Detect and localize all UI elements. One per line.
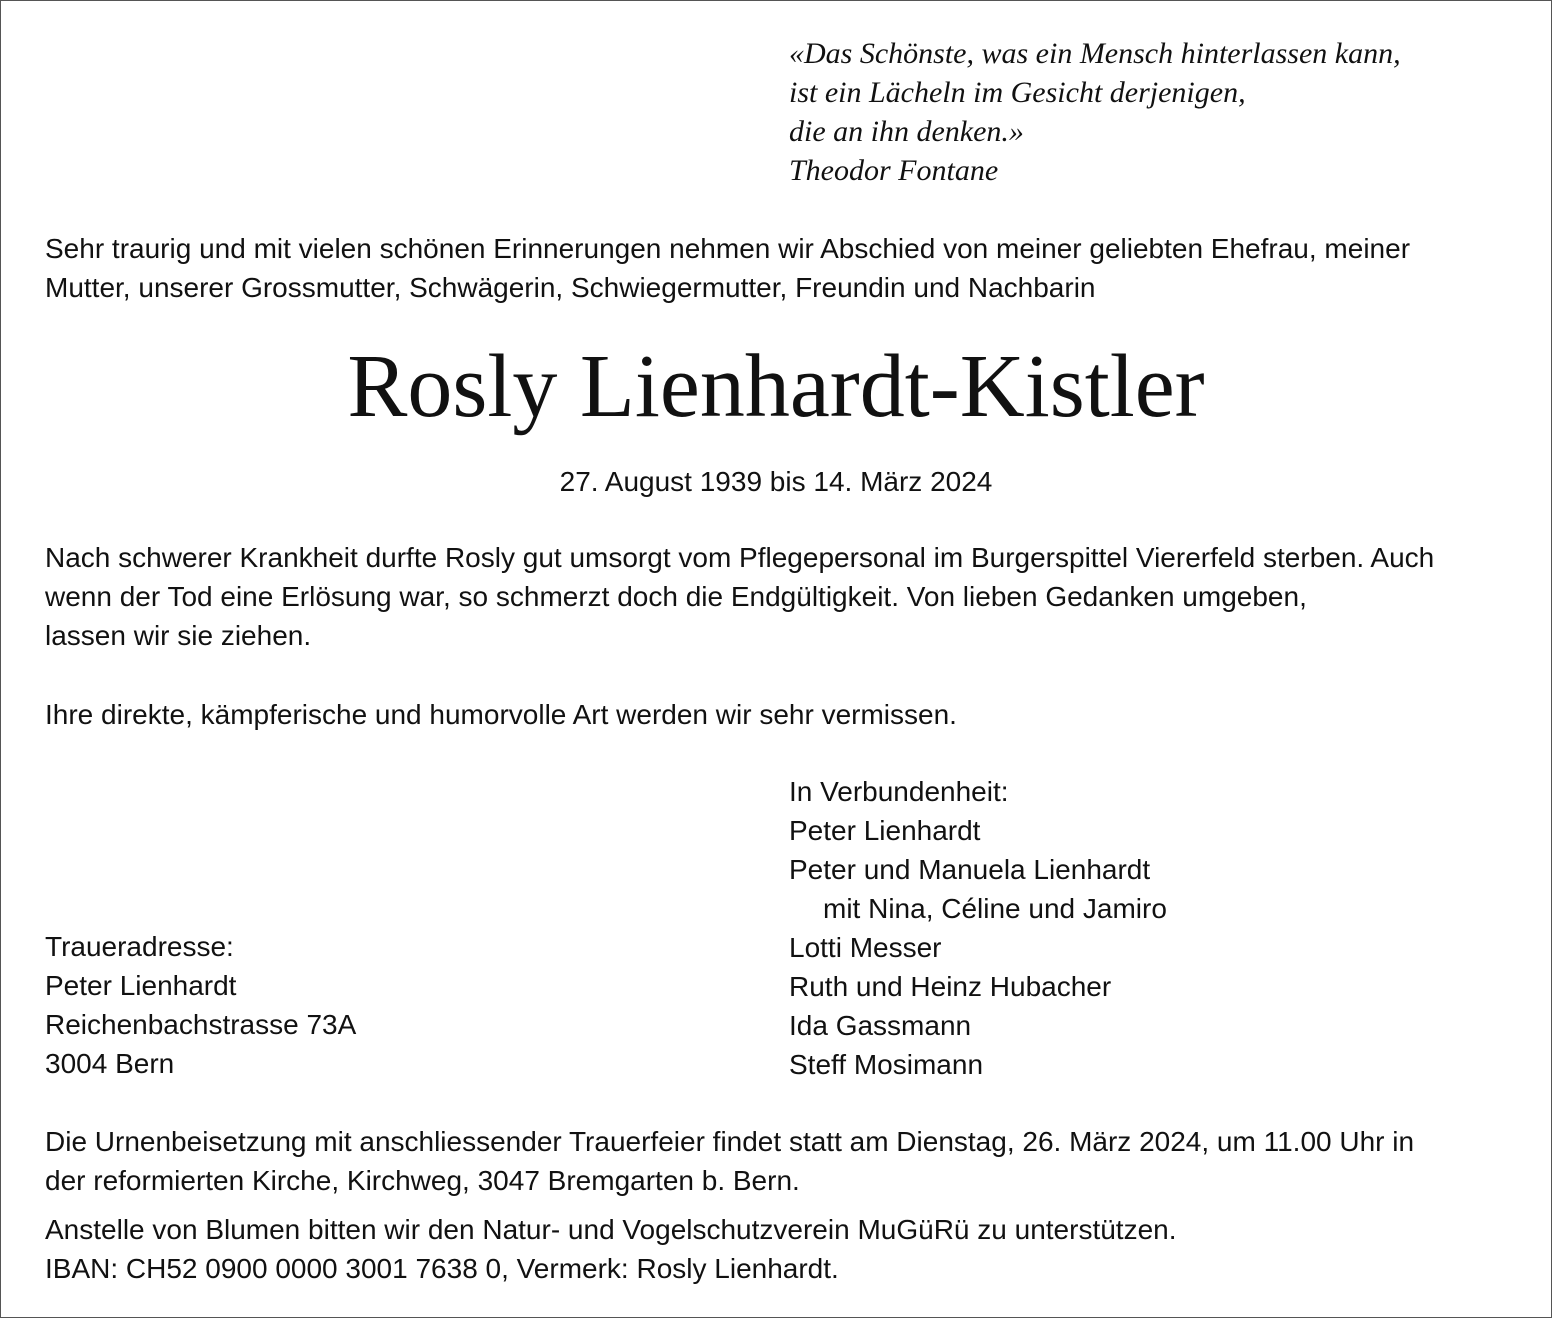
quote-author: Theodor Fontane [789, 154, 999, 187]
service-info [45, 1122, 1414, 1200]
message-line: wenn der Tod eine Erlösung war, so schmerzt doch die Endgültigkeit. Von lieben Gedanken umgeben, [45, 581, 1307, 612]
address-street: Reichenbachstrasse 73A [45, 1009, 357, 1040]
intro-line: Mutter, unserer Grossmutter, Schwägerin, Schwiegermutter, Freundin und Nachbarin [45, 272, 1096, 303]
signer-name: Peter und Manuela Lienhardt [789, 854, 1151, 885]
signers-list [789, 772, 1167, 1084]
memory-paragraph: Ihre direkte, kämpferische und humorvolle Art werden wir sehr vermissen. [45, 699, 957, 730]
quote-line: «Das Schönste, was ein Mensch hinterlassen kann, [789, 37, 1401, 70]
signer-name: Lotti Messer [789, 932, 942, 963]
signer-name: mit Nina, Céline und Jamiro [823, 893, 1167, 924]
message-line: lassen wir sie ziehen. [45, 620, 312, 651]
deceased-name: Rosly Lienhardt-Kistler [347, 337, 1205, 436]
service-line: Die Urnenbeisetzung mit anschliessender Trauerfeier findet statt am Dienstag, 26. März 2024, um 11.00 Uhr in [45, 1126, 1415, 1157]
mourning-address [45, 927, 356, 1083]
address-name: Peter Lienhardt [45, 970, 237, 1001]
signer-name: Steff Mosimann [789, 1049, 984, 1080]
message-line: Nach schwerer Krankheit durfte Rosly gut umsorgt vom Pflegepersonal im Burgerspittel Viererfeld sterben. Auch [45, 542, 1435, 573]
donation-line: IBAN: CH52 0900 0000 3001 7638 0, Vermerk: Rosly Lienhardt. [45, 1253, 839, 1284]
epigraph-quote [789, 34, 1401, 190]
signer-name: Ida Gassmann [789, 1010, 972, 1041]
message-paragraph [45, 538, 1434, 655]
life-dates: 27. August 1939 bis 14. März 2024 [559, 466, 993, 497]
donation-info [45, 1210, 1177, 1288]
signer-name: Ruth und Heinz Hubacher [789, 971, 1112, 1002]
intro-text [45, 229, 1410, 307]
signer-name: Peter Lienhardt [789, 815, 981, 846]
address-label: Traueradresse: [45, 931, 234, 962]
signers-heading: In Verbundenheit: [789, 776, 1009, 807]
intro-line: Sehr traurig und mit vielen schönen Erinnerungen nehmen wir Abschied von meiner geliebten Ehefrau, meiner [45, 233, 1411, 264]
quote-line: die an ihn denken.» [789, 115, 1024, 148]
quote-line: ist ein Lächeln im Gesicht derjenigen, [789, 76, 1246, 109]
service-line: der reformierten Kirche, Kirchweg, 3047 Bremgarten b. Bern. [45, 1165, 800, 1196]
address-city: 3004 Bern [45, 1048, 175, 1079]
donation-line: Anstelle von Blumen bitten wir den Natur- und Vogelschutzverein MuGüRü zu unterstützen. [45, 1214, 1177, 1245]
